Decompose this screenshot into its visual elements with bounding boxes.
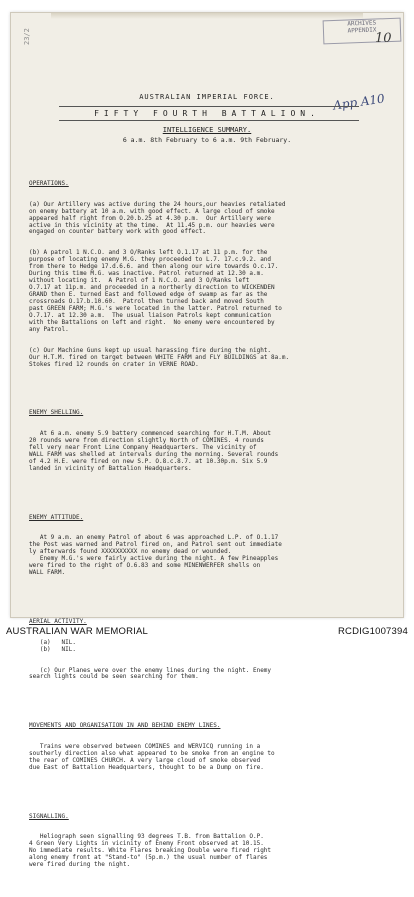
footer-institution: AUSTRALIAN WAR MEMORIAL	[6, 626, 149, 637]
paragraph: At 9 a.m. an enemy Patrol of about 6 was approached L.P. of O.1.17 the Post was warned and Patrol fired on, and Patrol sent out immediate ly afterwards found XXXXXXXXXX no enemy dead or wounded. Enemy M.G.'s were fairly active during the night. A few Pineapples were fired to the right of O.6.83 and some MINENWERFER shells on WALL FARM.	[29, 534, 282, 577]
paragraph: (c) Our Planes were over the enemy lines during the night. Enemy search lights could be seen searching for them.	[29, 666, 272, 681]
paragraph: Heliograph seen signalling 93 degrees T.B. from Battalion O.P. 4 Green Very Lights in vicinity of Enemy Front observed at 10.15. No immediate results. White Flares breaking Double were fired right along enemy front at "Stand-to" (5p.m.) the usual number of flares were fired during the night.	[29, 833, 272, 869]
section-heading: AERIAL ACTIVITY.	[29, 617, 87, 625]
footer-record-id: RCDIG1007394	[338, 626, 408, 637]
header-date-range: 6 a.m. 8th February to 6 a.m. 9th February.	[122, 136, 292, 144]
header-summary-title: INTELLIGENCE SUMMARY.	[162, 126, 252, 134]
section-heading: ENEMY SHELLING.	[29, 409, 84, 417]
paragraph: At 6 a.m. enemy 5.9 battery commenced searching for H.T.M. About 20 rounds were from direction slightly North of COMINES. 4 rounds fell very near Front Line Company Headquarters. The vicinity of WALL FARM was shelled at intervals during the morning. Several rounds of 4.2 H.E. were fired on new S.P. O.8.c.8.7. at 10.30p.m. Six 5.9 landed in vicinity of Battalion Headquarters.	[29, 430, 279, 472]
summary-body	[29, 153, 397, 897]
section-enemy-shelling	[29, 396, 397, 486]
section-heading: SIGNALLING.	[29, 812, 69, 820]
section-signalling	[29, 800, 397, 883]
stamp-line-1: ARCHIVES	[347, 19, 377, 28]
header-rule-bottom	[59, 120, 359, 121]
section-enemy-attitude	[29, 501, 397, 591]
header-rule-top	[59, 106, 359, 107]
handwritten-page-number: 10	[375, 31, 392, 46]
paragraph: (a) Our Artillery was active during the 24 hours,our heavies retaliated on enemy battery at 10 a.m. with good effect. A large cloud of smoke appeared half right from O.20.b.25 at 4.30 p.m. Our Artillery were active in this vicinity at the time. At 11.45 p.m. our heavies were engaged on counter battery work with good effect.	[29, 200, 286, 236]
header-force: AUSTRALIAN IMPERIAL FORCE.	[139, 93, 275, 101]
handwritten-appendix-ref: App A10	[332, 91, 386, 113]
paragraph: (c) Our Machine Guns kept up usual harassing fire during the night. Our H.T.M. fired on target between WHITE FARM and FLY BUILDINGS at 8a.m. Stokes fired 12 rounds on crater in VERNE ROAD.	[29, 346, 290, 368]
side-reference: 23/2	[23, 28, 31, 45]
stamp-line-2: APPENDIX	[347, 26, 377, 35]
paragraph: (b) A patrol 1 N.C.O. and 3 O/Ranks left O.1.17 at 11 p.m. for the purpose of locating enemy M.G. they proceeded to L.7. 17.c.9.2. and from there to Hedge 17.d.6.6. and then along our wire towards O.c.17. During this time M.G. was inactive. Patrol returned at 12.30 a.m. without locating it. A Patrol of 1 N.C.O. and 3 O/Ranks left O.7.17 at 11p.m. and proceeded in a northerly direction to WICKENDEN GRAND then E. turned East and followed edge of swamp as far as the crossroads O.17.b.10.60. Patrol then turned back and moved South past GREEN FARM; M.G.'s were located in the latter. Patrol returned to O.7.17. at 12.30 a.m. The usual liaison Patrols kept communication with the Battalions on left and right. No enemy were encountered by any Patrol.	[29, 249, 282, 333]
section-operations	[29, 167, 397, 383]
paragraph: Trains were observed between COMINES and WERVICQ running in a southerly direction also what appeared to be smoke from an engine to the rear of COMINES CHURCH. A very large cloud of smoke observed due East of Battalion Headquarters, thought to be a Dump on fire.	[29, 743, 275, 771]
section-movements	[29, 709, 397, 785]
section-heading: MOVEMENTS AND ORGANISATION IN AND BEHIND ENEMY LINES.	[29, 722, 221, 730]
header-battalion: FIFTY FOURTH BATTALION.	[94, 109, 320, 118]
section-heading: OPERATIONS.	[29, 179, 69, 187]
section-aerial-activity	[29, 605, 397, 695]
section-heading: ENEMY ATTITUDE.	[29, 513, 84, 521]
paragraph: (a) NIL. (b) NIL.	[39, 638, 76, 653]
